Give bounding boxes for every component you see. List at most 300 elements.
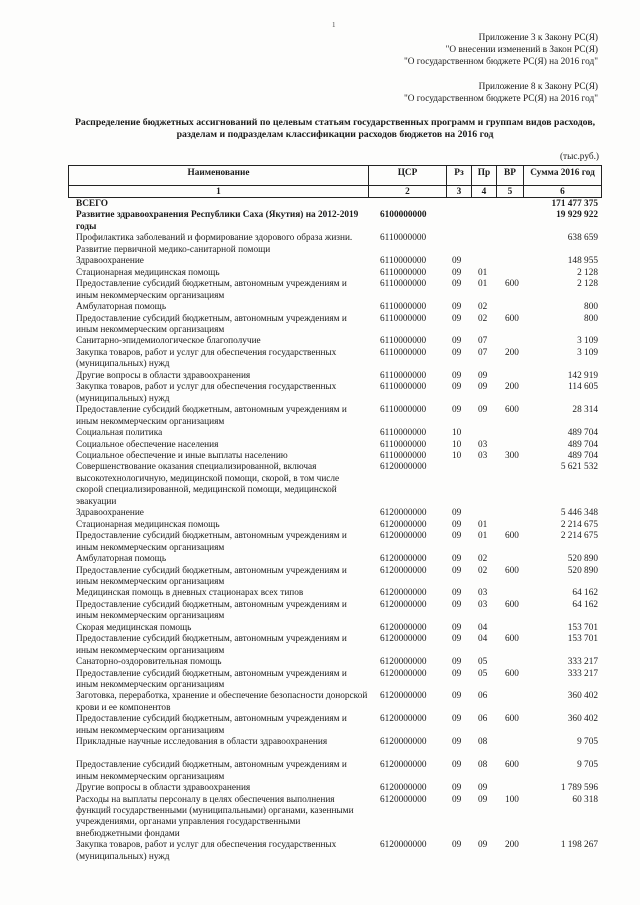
row-rz: 10	[452, 439, 462, 450]
row-csr: 6110000000	[380, 302, 427, 313]
table-row	[68, 554, 602, 565]
row-vr: 600	[505, 279, 519, 290]
row-vr	[496, 657, 523, 668]
row-sum: 9 705	[577, 760, 598, 771]
row-name	[68, 428, 368, 439]
row-pr	[471, 210, 496, 233]
row-pr	[471, 428, 496, 439]
row-pr: 09	[478, 783, 488, 794]
row-vr: 600	[505, 599, 519, 610]
row-csr: 6120000000	[380, 657, 427, 668]
table-row	[68, 440, 602, 451]
row-sum: 148 955	[567, 256, 598, 267]
row-sum: 489 704	[567, 450, 598, 461]
row-csr: 6120000000	[380, 622, 427, 633]
row-rz: 09	[452, 599, 462, 610]
column-number: 5	[496, 185, 523, 198]
row-pr: 09	[478, 405, 488, 416]
row-csr: 6120000000	[380, 599, 427, 610]
row-name-line: Санаторно-оздоровительная помощь	[76, 657, 222, 668]
row-vr	[496, 520, 523, 531]
row-name-line: Здравоохранение	[76, 508, 144, 519]
appendix-line: Приложение 3 к Закону РС(Я)	[478, 33, 598, 43]
table-row	[68, 691, 602, 714]
row-name	[68, 795, 368, 841]
table-row	[68, 714, 602, 737]
row-name-line: Предоставление субсидий бюджетным, автономным учреждениям и	[76, 714, 347, 725]
row-csr: 6110000000	[380, 382, 427, 393]
row-name	[68, 440, 368, 451]
row-name-line: иным некоммерческим организациям	[76, 576, 225, 587]
row-csr: 6120000000	[380, 668, 427, 679]
row-pr: 09	[478, 794, 488, 805]
row-pr: 05	[478, 657, 488, 668]
row-pr: 09	[478, 382, 488, 393]
row-name-line: Предоставление субсидий бюджетным, автономным учреждениям и	[76, 760, 347, 771]
row-rz: 10	[452, 450, 462, 461]
row-csr: 6120000000	[380, 840, 427, 851]
row-name-line: Социальное обеспечение населения	[76, 439, 219, 450]
row-rz: 09	[452, 794, 462, 805]
row-vr: 600	[505, 405, 519, 416]
row-csr: 6120000000	[380, 691, 427, 702]
row-sum: 520 890	[567, 565, 598, 576]
row-name-line: иным некоммерческим организациям	[76, 680, 225, 691]
title-line: Распределение бюджетных ассигнований по целевым статьям государственных программ и группам видов расходов,	[74, 117, 596, 128]
row-name	[68, 233, 368, 256]
row-sum: 60 318	[572, 794, 598, 805]
row-name	[68, 588, 368, 599]
row-sum: 489 704	[567, 428, 598, 439]
column-number: 1	[68, 185, 368, 198]
row-csr: 6120000000	[380, 462, 427, 473]
row-sum: 9 705	[577, 737, 598, 748]
row-csr: 6110000000	[380, 233, 427, 244]
row-csr: 6120000000	[380, 531, 427, 542]
table-row	[68, 840, 602, 863]
row-sum: 5 621 532	[560, 462, 598, 473]
row-pr: 07	[478, 347, 488, 358]
row-vr	[496, 233, 523, 256]
row-name-line: Стационарная медицинская помощь	[76, 267, 220, 278]
row-name	[68, 336, 368, 347]
row-name	[68, 348, 368, 371]
row-sum: 153 701	[567, 634, 598, 645]
row-rz: 09	[452, 279, 462, 290]
row-csr: 6110000000	[380, 279, 427, 290]
row-sum: 2 128	[577, 267, 598, 278]
row-pr: 01	[478, 267, 488, 278]
row-pr: 04	[478, 634, 488, 645]
table-row	[68, 382, 602, 405]
row-csr: 6110000000	[380, 347, 427, 358]
row-name	[68, 554, 368, 565]
row-name	[68, 210, 368, 233]
row-rz: 09	[452, 531, 462, 542]
row-pr: 07	[478, 336, 488, 347]
row-name-line: иным некоммерческим организациям	[76, 725, 225, 736]
row-rz: 09	[452, 508, 462, 519]
row-rz	[446, 210, 471, 233]
row-pr: 03	[478, 599, 488, 610]
row-pr	[471, 256, 496, 267]
row-pr: 05	[478, 668, 488, 679]
row-rz: 09	[452, 554, 462, 565]
row-name-line: Расходы на выплаты персоналу в целях обеспечения выполнения	[76, 794, 335, 805]
row-vr	[496, 199, 523, 210]
row-name	[68, 760, 368, 783]
row-name-line: Предоставление субсидий бюджетным, автономным учреждениям и	[76, 405, 347, 416]
row-rz: 09	[452, 714, 462, 725]
column-number: 6	[523, 185, 602, 198]
title-line: разделам и подразделам классификации расходов бюджетов на 2016 год	[176, 129, 494, 140]
appendix-current	[404, 32, 598, 68]
row-name	[68, 783, 368, 794]
row-vr: 200	[505, 347, 519, 358]
row-csr: 6110000000	[380, 267, 427, 278]
appendix-line: "О государственном бюджете РС(Я) на 2016 год"	[403, 57, 598, 67]
row-name-line: Закупка товаров, работ и услуг для обеспечения государственных	[76, 347, 337, 358]
row-rz: 09	[452, 302, 462, 313]
table-row	[68, 314, 602, 337]
row-name-line: иным некоммерческим организациям	[76, 542, 225, 553]
table-row	[68, 428, 602, 439]
row-name-line: Предоставление субсидий бюджетным, автономным учреждениям и	[76, 599, 347, 610]
row-name-line: Социальное обеспечение и иные выплаты населению	[76, 450, 288, 461]
row-vr	[496, 256, 523, 267]
row-csr: 6110000000	[380, 405, 427, 416]
row-name	[68, 199, 368, 210]
row-vr: 200	[505, 382, 519, 393]
row-name	[68, 508, 368, 519]
row-name-line: скорой специализированной, медицинской помощи, медицинской	[76, 485, 337, 496]
table-row	[68, 233, 602, 256]
table-row	[68, 451, 602, 462]
row-vr: 600	[505, 760, 519, 771]
table-body	[68, 199, 602, 863]
row-name-line: Скорая медицинская помощь	[76, 622, 192, 633]
table-row	[68, 795, 602, 841]
row-rz: 10	[452, 428, 462, 439]
row-name-line: иным некоммерческим организациям	[76, 771, 225, 782]
row-vr: 600	[505, 714, 519, 725]
row-name	[68, 623, 368, 634]
table-header	[68, 165, 602, 198]
header-name: Наименование	[68, 165, 368, 185]
row-name	[68, 531, 368, 554]
table-row	[68, 256, 602, 267]
row-vr: 600	[505, 565, 519, 576]
row-csr: 6120000000	[380, 737, 427, 748]
row-name	[68, 256, 368, 267]
row-name-line: годы	[76, 221, 97, 232]
header-csr: ЦСР	[368, 165, 446, 185]
row-rz: 09	[452, 668, 462, 679]
row-name-line: иным некоммерческим организациям	[76, 645, 225, 656]
row-csr: 6120000000	[380, 794, 427, 805]
row-rz	[446, 199, 471, 210]
row-sum: 1 789 596	[560, 783, 598, 794]
row-pr	[471, 508, 496, 519]
row-name-line: Закупка товаров, работ и услуг для обеспечения государственных	[76, 382, 337, 393]
table-row	[68, 508, 602, 519]
table-row	[68, 623, 602, 634]
table-row	[68, 634, 602, 657]
table-row	[68, 669, 602, 692]
row-name-line: иным некоммерческим организациям	[76, 290, 225, 301]
row-vr	[496, 554, 523, 565]
document-title	[68, 117, 602, 141]
table-row	[68, 520, 602, 531]
row-rz: 09	[452, 588, 462, 599]
row-rz: 09	[452, 519, 462, 530]
row-name	[68, 462, 368, 508]
row-pr: 09	[478, 840, 488, 851]
row-vr: 600	[505, 531, 519, 542]
row-pr: 01	[478, 279, 488, 290]
row-name-line: крови и ее компонентов	[76, 702, 171, 713]
row-name	[68, 302, 368, 313]
row-name	[68, 268, 368, 279]
table-row	[68, 199, 602, 210]
row-vr	[496, 691, 523, 714]
row-name-line: Предоставление субсидий бюджетным, автономным учреждениям и	[76, 279, 347, 290]
row-csr	[368, 199, 446, 210]
row-pr: 02	[478, 565, 488, 576]
row-pr: 09	[478, 370, 488, 381]
row-name	[68, 669, 368, 692]
row-rz	[446, 462, 471, 508]
row-name-line: иным некоммерческим организациям	[76, 324, 225, 335]
row-name-line: иным некоммерческим организациям	[76, 416, 225, 427]
table-row	[68, 348, 602, 371]
table-row	[68, 268, 602, 279]
row-vr	[496, 268, 523, 279]
row-name-line: внебюджетными фондами	[76, 828, 180, 839]
row-csr: 6110000000	[380, 313, 427, 324]
column-number: 3	[446, 185, 471, 198]
row-vr	[496, 440, 523, 451]
row-sum: 520 890	[567, 554, 598, 565]
row-csr: 6100000000	[380, 210, 427, 221]
row-csr: 6110000000	[380, 439, 427, 450]
row-sum: 360 402	[567, 714, 598, 725]
row-vr	[496, 302, 523, 313]
row-name	[68, 634, 368, 657]
row-pr: 01	[478, 531, 488, 542]
row-name-line: ВСЕГО	[76, 199, 109, 209]
row-sum: 2 128	[577, 279, 598, 290]
row-rz: 09	[452, 622, 462, 633]
row-vr	[496, 508, 523, 519]
table-row	[68, 371, 602, 382]
row-name-line: Здравоохранение	[76, 256, 144, 267]
row-name-line: высокотехнологичную, медицинской помощи, скорой, в том числе	[76, 473, 340, 484]
column-number-row	[68, 185, 602, 198]
row-pr: 03	[478, 588, 488, 599]
row-name-line: эвакуации	[76, 496, 117, 507]
row-sum: 360 402	[567, 691, 598, 702]
row-sum: 333 217	[567, 668, 598, 679]
row-sum: 333 217	[567, 657, 598, 668]
row-rz: 09	[452, 634, 462, 645]
row-rz: 09	[452, 370, 462, 381]
row-rz: 09	[452, 783, 462, 794]
appendix-line: "О государственном бюджете РС(Я) на 2016 год"	[403, 94, 598, 104]
row-rz	[446, 233, 471, 256]
row-name	[68, 714, 368, 737]
row-name-line: Профилактика заболеваний и формирование здорового образа жизни.	[76, 233, 353, 244]
row-sum: 142 919	[567, 370, 598, 381]
table-row	[68, 760, 602, 783]
table-row	[68, 462, 602, 508]
row-vr: 200	[505, 840, 519, 851]
row-rz: 09	[452, 336, 462, 347]
row-csr: 6120000000	[380, 714, 427, 725]
row-name-line: Предоставление субсидий бюджетным, автономным учреждениям и	[76, 634, 347, 645]
table-row	[68, 600, 602, 623]
row-rz: 09	[452, 256, 462, 267]
header-pr: Пр	[471, 165, 496, 185]
row-csr: 6110000000	[380, 450, 427, 461]
row-rz: 09	[452, 657, 462, 668]
row-pr: 01	[478, 519, 488, 530]
row-name-line: Закупка товаров, работ и услуг для обеспечения государственных	[76, 840, 337, 851]
page-number: 1	[332, 21, 336, 29]
row-name-line: Развитие первичной медико-санитарной помощи	[76, 244, 271, 255]
row-pr: 03	[478, 439, 488, 450]
row-sum: 171 477 375	[551, 199, 598, 209]
table-row	[68, 405, 602, 428]
row-rz: 09	[452, 405, 462, 416]
row-sum: 489 704	[567, 439, 598, 450]
row-pr: 08	[478, 737, 488, 748]
row-csr: 6120000000	[380, 554, 427, 565]
row-pr	[471, 462, 496, 508]
row-csr: 6120000000	[380, 588, 427, 599]
row-csr: 6120000000	[380, 519, 427, 530]
row-rz: 09	[452, 347, 462, 358]
row-vr	[496, 588, 523, 599]
row-sum: 153 701	[567, 622, 598, 633]
row-sum: 3 109	[577, 336, 598, 347]
row-name-line: Предоставление субсидий бюджетным, автономным учреждениям и	[76, 531, 347, 542]
row-vr	[496, 783, 523, 794]
row-sum: 28 314	[572, 405, 598, 416]
row-csr: 6120000000	[380, 508, 427, 519]
row-name-line: Медицинская помощь в дневных стационарах всех типов	[76, 588, 304, 599]
row-name-line: (муниципальных) нужд	[76, 393, 170, 404]
appendix-line: Приложение 8 к Закону РС(Я)	[478, 82, 598, 92]
row-name	[68, 520, 368, 531]
row-name	[68, 566, 368, 589]
row-name	[68, 405, 368, 428]
appendix-line: "О внесении изменений в Закон РС(Я)	[445, 45, 598, 55]
row-sum: 800	[584, 313, 598, 324]
row-pr: 02	[478, 554, 488, 565]
row-vr: 600	[505, 668, 519, 679]
table-row	[68, 210, 602, 233]
row-name-line: Стационарная медицинская помощь	[76, 519, 220, 530]
row-csr: 6120000000	[380, 634, 427, 645]
table-row	[68, 737, 602, 748]
row-pr	[471, 233, 496, 256]
row-name-line: (муниципальных) нужд	[76, 851, 170, 862]
row-name	[68, 314, 368, 337]
row-csr: 6110000000	[380, 428, 427, 439]
row-vr	[496, 623, 523, 634]
row-sum: 3 109	[577, 347, 598, 358]
table-row	[68, 657, 602, 668]
row-name	[68, 840, 368, 863]
table-row	[68, 302, 602, 313]
table-row	[68, 566, 602, 589]
row-pr: 06	[478, 714, 488, 725]
row-name	[68, 451, 368, 462]
row-rz: 09	[452, 737, 462, 748]
row-name	[68, 691, 368, 714]
header-rz: Рз	[446, 165, 471, 185]
row-vr: 300	[505, 450, 519, 461]
row-name-line: Предоставление субсидий бюджетным, автономным учреждениям и	[76, 565, 347, 576]
row-name-line: Другие вопросы в области здравоохранения	[76, 783, 251, 794]
row-rz: 09	[452, 313, 462, 324]
row-rz: 09	[452, 267, 462, 278]
row-csr: 6120000000	[380, 565, 427, 576]
header-vr: ВР	[496, 165, 523, 185]
table-row	[68, 588, 602, 599]
row-pr	[471, 199, 496, 210]
row-csr: 6120000000	[380, 783, 427, 794]
row-sum: 638 659	[567, 233, 598, 244]
row-csr: 6110000000	[380, 256, 427, 267]
appendix-original	[404, 81, 598, 105]
row-vr	[496, 210, 523, 233]
row-vr: 600	[505, 634, 519, 645]
column-number: 2	[368, 185, 446, 198]
row-rz: 09	[452, 691, 462, 702]
row-name-line: Развитие здравоохранения Республики Саха (Якутия) на 2012-2019	[76, 210, 359, 221]
row-name	[68, 737, 368, 748]
table-row	[68, 279, 602, 302]
row-sum: 5 446 348	[560, 508, 598, 519]
row-name-line: Предоставление субсидий бюджетным, автономным учреждениям и	[76, 313, 347, 324]
header-row	[68, 165, 602, 185]
row-rz: 09	[452, 840, 462, 851]
row-name-line: Предоставление субсидий бюджетным, автономным учреждениям и	[76, 668, 347, 679]
row-pr: 02	[478, 313, 488, 324]
row-vr: 100	[505, 794, 519, 805]
table-row	[68, 531, 602, 554]
row-pr: 08	[478, 760, 488, 771]
row-name-line: Прикладные научные исследования в области здравоохранения	[76, 737, 328, 748]
row-name-line: функций государственными (муниципальными) органами, казенными	[76, 806, 354, 816]
row-name-line: Другие вопросы в области здравоохранения	[76, 370, 251, 381]
units-label: (тыс.руб.)	[559, 152, 599, 162]
row-name-line: учреждениями, органами управления государственными	[76, 817, 301, 828]
row-vr	[496, 371, 523, 382]
row-sum: 64 162	[572, 588, 598, 599]
row-csr: 6110000000	[380, 336, 427, 347]
row-rz: 09	[452, 382, 462, 393]
row-name-line: Социальная политика	[76, 428, 163, 439]
row-sum: 64 162	[572, 599, 598, 610]
row-sum: 2 214 675	[560, 531, 598, 542]
row-sum: 114 605	[568, 382, 598, 393]
header-sum: Сумма 2016 год	[523, 165, 602, 185]
row-vr	[496, 737, 523, 748]
column-number: 4	[471, 185, 496, 198]
